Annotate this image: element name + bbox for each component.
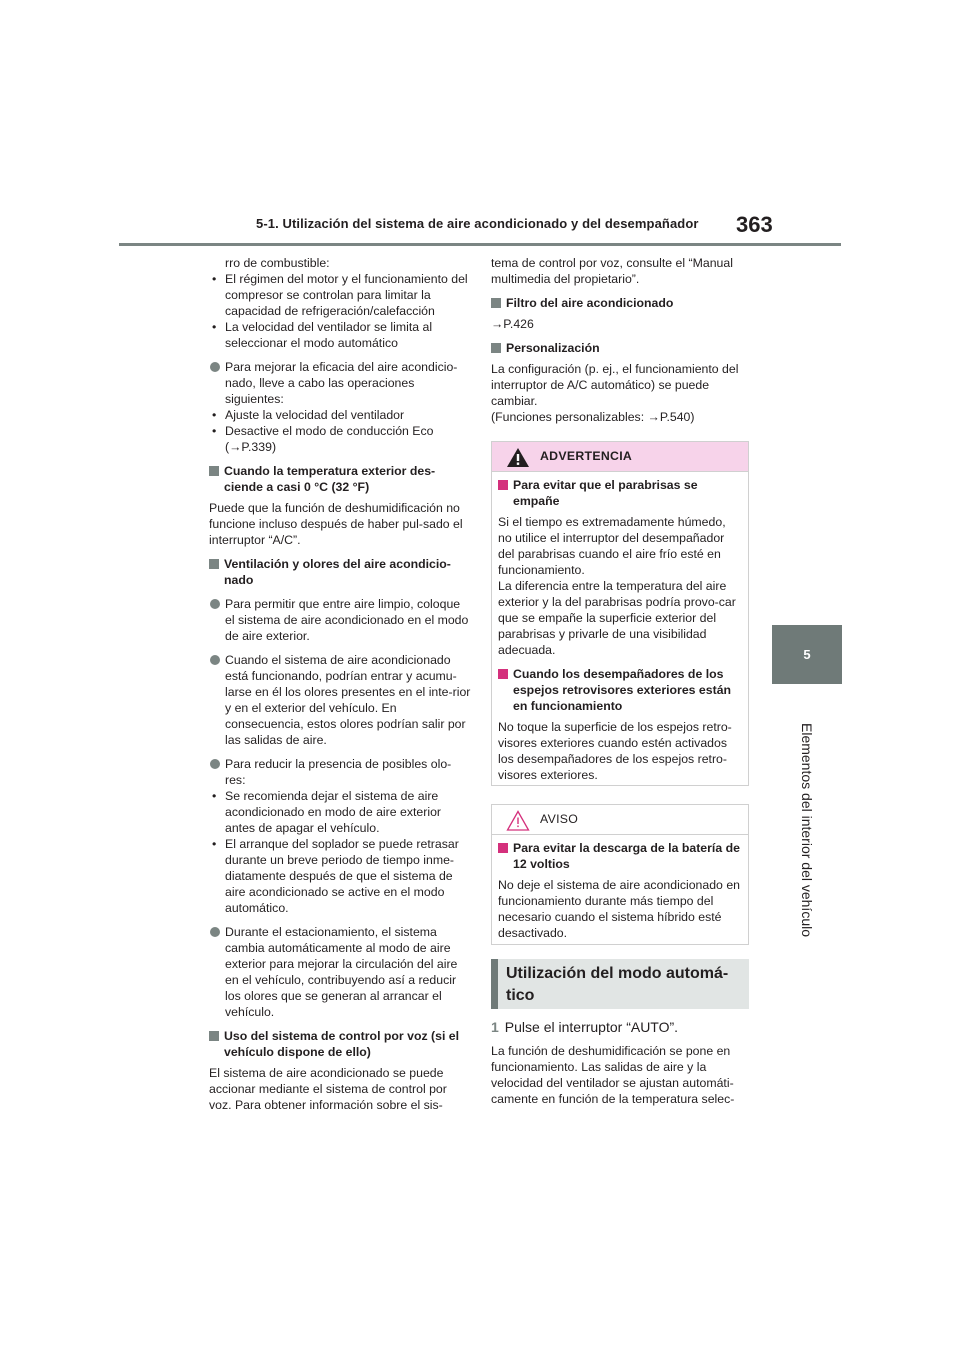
voice-text: El sistema de aire acondicionado se puede accionar mediante el sistema de control por voz. Para obtener información sobre el sis- [209,1066,447,1112]
temp-text: Puede que la función de deshumidificación no funcione incluso después de haber pul-sado el interruptor “A/C”. [209,501,463,547]
right-column [491,255,753,425]
list-item [209,924,471,1020]
caution-triangle-icon [506,810,530,831]
subheading [209,1028,471,1060]
voice-heading: Uso del sistema de control por voz (si el vehículo dispone de ello) [224,1029,460,1059]
warning-text-1b: La diferencia entre la temperatura del aire exterior y la del parabrisas podría provo-car que se empañe la superficie exterior del parabrisas y privarle de una visibilidad adecuada. [498,579,736,657]
square-bullet-icon [498,480,508,490]
filter-heading: Filtro del aire acondicionado [506,296,674,310]
subheading [498,477,742,509]
eco-ref: (→P.339) [225,440,277,454]
notice-header [492,805,748,835]
subheading [491,295,753,311]
custom-ref: (Funciones personalizables: →P.540) [491,410,695,424]
square-bullet-icon [491,298,501,308]
parking-item: Durante el estacionamiento, el sistema cambia automáticamente al modo de aire exterior para mejorar la circulación del aire en el vehículo, contribuyendo así a reducir los olores que se generan al arrancar el vehículo. [225,925,458,1019]
step-number: 1 [491,1019,499,1035]
square-bullet-icon [491,343,501,353]
section-title: Utilización del modo automá-tico [506,965,729,1004]
bullet-dot-icon [210,759,220,769]
warning-triangle-icon [506,447,530,468]
list-item [209,652,471,748]
custom-heading: Personalización [506,341,600,355]
square-bullet-icon [209,559,219,569]
warning-body [492,472,748,783]
step-1 [491,1019,678,1035]
filter-ref: →P.426 [491,317,534,331]
warning-heading-1: Para evitar que el parabrisas se empañe [513,478,698,508]
warning-text-1: Si el tiempo es extremadamente húmedo, no utilice el interruptor del desempañador del parabrisas cuando el aire frío esté en funcionamiento. [498,515,726,577]
warning-text-2: No toque la superficie de los espejos retro-visores exteriores cuando estén activados los desempañadores de los espejos retro-visores exteriores. [498,720,732,782]
section-heading [491,959,749,1009]
header-rule [119,243,841,246]
warning-box [491,441,749,786]
vent-item-2: Cuando el sistema de aire acondicionado está funcionando, podrían entrar y acumu-larse en él los olores presentes en el inte-rior y en el exterior del vehículo. En consecuencia, estos olores podrían salir por las salidas de aire. [225,653,471,747]
left-column [209,255,471,1113]
odor-bullet-1: • Se recomienda dejar el sistema de aire acondicionado en modo de aire exterior antes de apagar el vehículo. [209,788,471,836]
list-item [209,756,471,788]
section-accent [491,959,498,1009]
chapter-label [752,720,862,940]
notice-heading: Para evitar la descarga de la batería de 12 voltios [513,841,740,871]
chapter-label-text: Elementos del interior del vehículo [799,722,816,938]
odor-bullet-2: • El arranque del soplador se puede retrasar durante un breve periodo de tiempo inme-diatamente después de que el sistema de aire acondicionado se active en el modo automático. [209,836,471,916]
warning-heading-2: Cuando los desempañadores de los espejos retrovisores exteriores están en funcionamiento [513,667,732,713]
intro-line: rro de combustible: [225,256,330,270]
bullet-dot-icon [210,362,220,372]
subheading [498,666,742,714]
square-bullet-icon [498,843,508,853]
subheading [209,463,471,495]
square-bullet-icon [209,1031,219,1041]
bullet-dot-icon [210,927,220,937]
header-title: 5-1. Utilización del sistema de aire acondicionado y del desempañador [256,216,699,231]
warning-label: ADVERTENCIA [540,449,633,463]
subheading [498,840,742,872]
intro-bullet-1: • El régimen del motor y el funcionamiento del compresor se controlan para limitar la capacidad de refrigeración/calefacción [209,271,471,319]
notice-body [492,835,748,941]
subheading [209,556,471,588]
square-bullet-icon [498,669,508,679]
step-text: Pulse el interruptor “AUTO”. [504,1019,679,1035]
chapter-tab: 5 [772,625,842,684]
list-item [209,359,471,407]
list-item [209,596,471,644]
notice-box [491,804,749,945]
custom-text: La configuración (p. ej., el funcionamiento del interruptor de A/C automático) se puede cambiar. [491,362,739,408]
eco-bullet-2: • Desactive el modo de conducción Eco [209,423,471,439]
vent-item-1: Para permitir que entre aire limpio, coloque el sistema de aire acondicionado en el modo de aire exterior. [225,597,469,643]
step-description: La función de deshumidificación se pone en funcionamiento. Las salidas de aire y la velocidad del ventilador se ajustan automáti-camente en función de la temperatura selec- [491,1044,735,1106]
page-number: 363 [736,212,773,237]
eco-bullet-1: • Ajuste la velocidad del ventilador [209,407,471,423]
temp-heading: Cuando la temperatura exterior des-ciende a casi 0 °C (32 °F) [224,464,436,494]
bullet-dot-icon [210,599,220,609]
notice-text: No deje el sistema de aire acondicionado en funcionamiento durante más tiempo del necesario cuando el sistema híbrido esté desactivado. [498,878,740,940]
square-bullet-icon [209,466,219,476]
intro-bullet-2: • La velocidad del ventilador se limita al seleccionar el modo automático [209,319,471,351]
subheading [491,340,753,356]
voice-cont: tema de control por voz, consulte el “Manual multimedia del propietario”. [491,256,733,286]
notice-label: AVISO [540,812,579,826]
odor-item: Para reducir la presencia de posibles olo-res: [225,757,452,787]
vent-heading: Ventilación y olores del aire acondicio-nado [224,557,451,587]
eco-item: Para mejorar la eficacia del aire acondicio-nado, lleve a cabo las operaciones siguientes: [225,360,458,406]
warning-header [492,442,748,472]
bullet-dot-icon [210,655,220,665]
